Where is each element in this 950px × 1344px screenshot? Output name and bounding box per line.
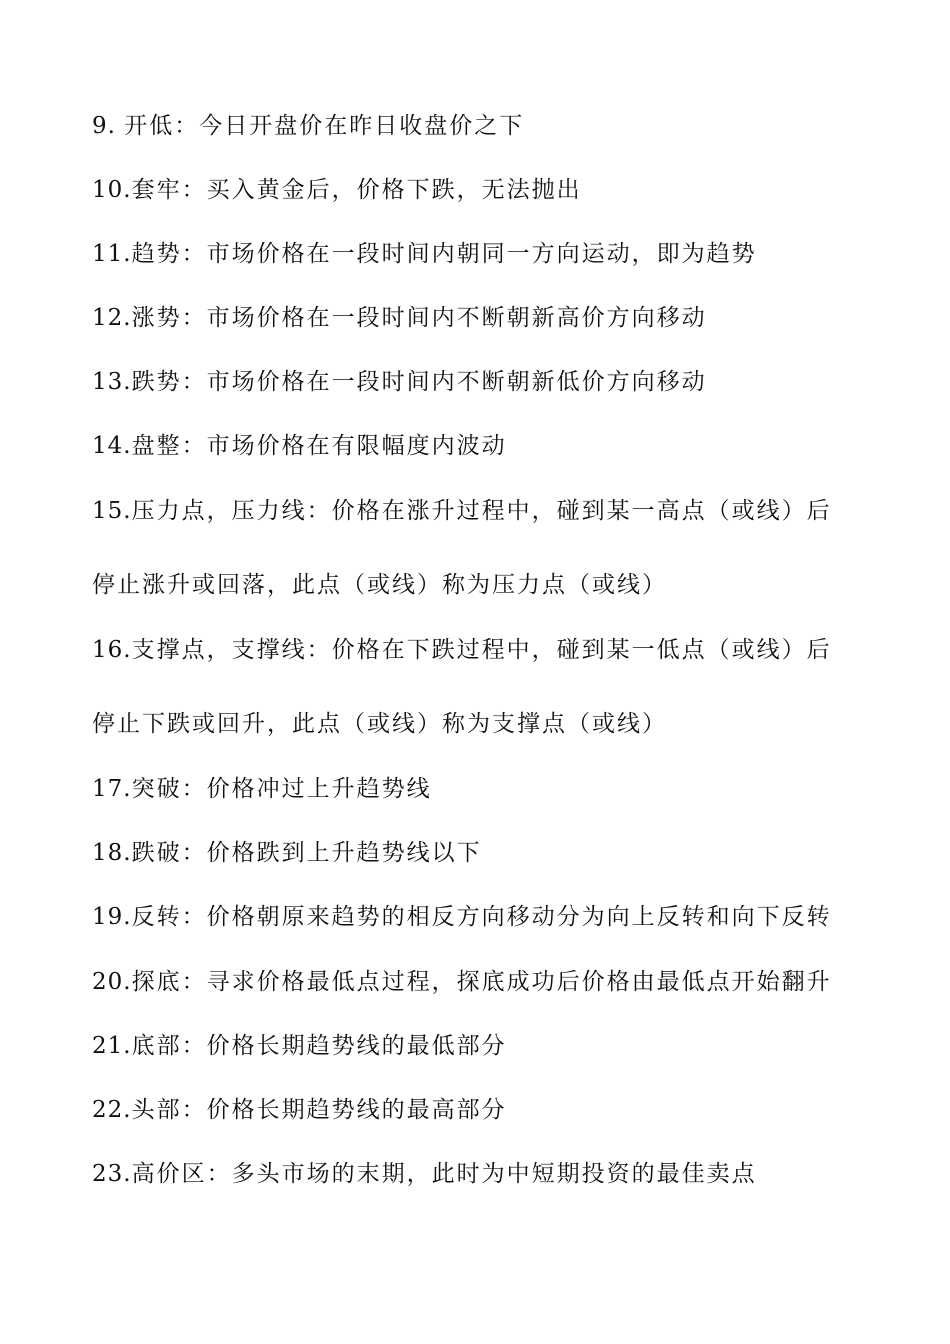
- entry-number: 20.: [92, 969, 132, 995]
- entry-text: 头部：价格长期趋势线的最高部分: [131, 1097, 507, 1123]
- entry-number: 13.: [92, 369, 132, 395]
- entry-15: [92, 496, 892, 526]
- entry-text: 反转：价格朝原来趋势的相反方向移动分为向上反转和向下反转: [131, 904, 832, 930]
- entry-14: [92, 431, 892, 461]
- entry-number: 22.: [92, 1097, 132, 1123]
- entry-text: 开低：今日开盘价在昨日收盘价之下: [124, 113, 525, 139]
- entry-number: 17.: [92, 776, 132, 802]
- entry-13: [92, 367, 892, 397]
- entry-number: 11.: [92, 241, 132, 267]
- entry-text: 突破：价格冲过上升趋势线: [131, 776, 432, 802]
- entry-text: 套牢：买入黄金后，价格下跌，无法抛出: [131, 177, 582, 203]
- entry-18: [92, 838, 892, 868]
- entry-text: 支撑点，支撑线：价格在下跌过程中，碰到某一低点（或线）后: [131, 637, 832, 663]
- entry-15-continuation: 停止涨升或回落，此点（或线）称为压力点（或线）: [92, 572, 667, 598]
- entry-9: [92, 111, 892, 141]
- entry-21: [92, 1031, 892, 1061]
- entry-number: 18.: [92, 840, 132, 866]
- entry-text: 跌破：价格跌到上升趋势线以下: [131, 840, 482, 866]
- entry-16-continuation: 停止下跌或回升，此点（或线）称为支撑点（或线）: [92, 711, 667, 737]
- entry-text: 趋势：市场价格在一段时间内朝同一方向运动，即为趋势: [131, 241, 757, 267]
- entry-17: [92, 774, 892, 804]
- entry-text: 探底：寻求价格最低点过程，探底成功后价格由最低点开始翻升: [131, 969, 832, 995]
- entry-11: [92, 239, 892, 269]
- entry-number: 15.: [92, 498, 132, 524]
- entry-number: 12.: [92, 305, 132, 331]
- entry-text: 盘整：市场价格在有限幅度内波动: [131, 433, 507, 459]
- entry-number: 14.: [92, 433, 132, 459]
- entry-22: [92, 1095, 892, 1125]
- entry-19: [92, 902, 892, 932]
- entry-text: 底部：价格长期趋势线的最低部分: [131, 1033, 507, 1059]
- entry-text: 高价区：多头市场的末期，此时为中短期投资的最佳卖点: [131, 1161, 757, 1187]
- entry-text: 跌势：市场价格在一段时间内不断朝新低价方向移动: [131, 369, 707, 395]
- entry-text: 压力点，压力线：价格在涨升过程中，碰到某一高点（或线）后: [131, 498, 832, 524]
- entry-number: 19.: [92, 904, 132, 930]
- entry-16: [92, 635, 892, 665]
- entry-20: [92, 967, 892, 997]
- entry-number: 23.: [92, 1161, 132, 1187]
- entry-number: 21.: [92, 1033, 132, 1059]
- entry-number: 16.: [92, 637, 132, 663]
- entry-text: 涨势：市场价格在一段时间内不断朝新高价方向移动: [131, 305, 707, 331]
- entry-12: [92, 303, 892, 333]
- entry-10: [92, 175, 892, 205]
- entry-23: [92, 1159, 892, 1189]
- entry-number: 9.: [92, 113, 125, 139]
- entry-number: 10.: [92, 177, 132, 203]
